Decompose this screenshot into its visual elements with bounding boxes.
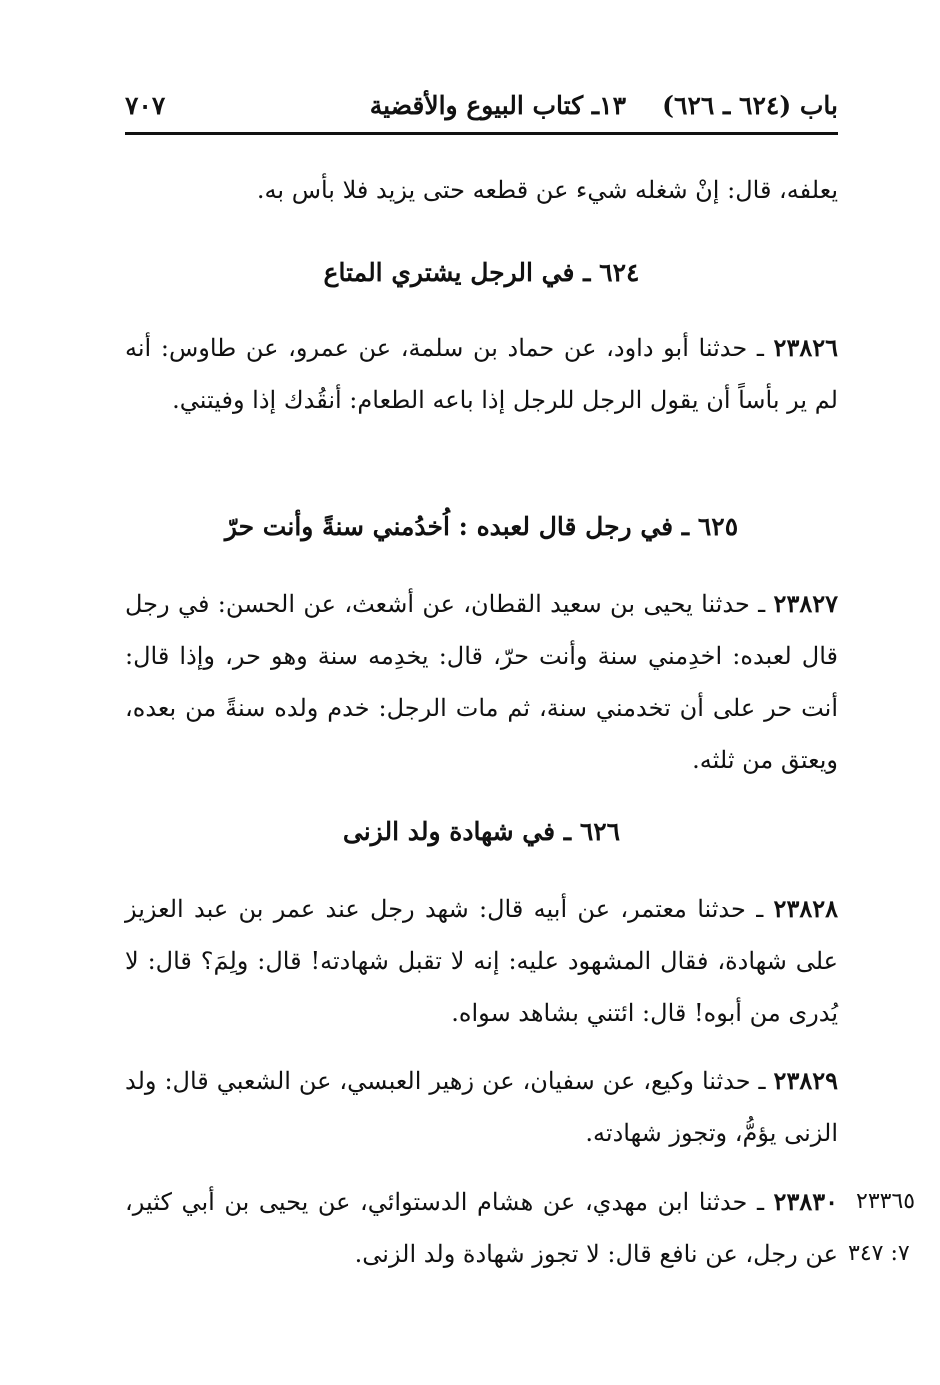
hadith-text: ـ حدثنا معتمر، عن أبيه قال: شهد رجل عند عمر بن عبد العزيز على شهادة، فقال المشهود عليه: إنه لا تقبل شهادته! قال: ولِمَ؟ قال: لا يُدرى من أبوه! قال: ائتني بشاهد سواه. [125, 895, 838, 1027]
page-number: ٧٠٧ [125, 91, 166, 120]
hadith-text: ـ حدثنا وكيع، عن سفيان، عن زهير العبسي، عن الشعبي قال: ولد الزنى يؤمُّ، وتجوز شهادته. [125, 1067, 838, 1147]
header-divider [125, 132, 838, 135]
hadith-23826 [125, 322, 838, 426]
intro-paragraph: يعلفه، قال: إنْ شغله شيء عن قطعه حتى يزيد فلا بأس به. [256, 176, 838, 204]
header-book-title: ١٣ـ كتاب البيوع والأقضية [369, 91, 626, 120]
margin-cross-reference: ٢٣٣٦٥ [856, 1189, 916, 1214]
hadith-number: ٢٣٨٢٧ [773, 589, 838, 618]
hadith-23828 [125, 883, 838, 1039]
header-chapter-range: باب (٦٢٤ ـ ٦٢٦) [662, 91, 838, 120]
hadith-number: ٢٣٨٢٩ [773, 1066, 838, 1095]
hadith-23829 [125, 1055, 838, 1159]
running-header [125, 86, 838, 126]
hadith-number: ٢٣٨٣٠ [773, 1187, 838, 1216]
section-heading-624: ٦٢٤ ـ في الرجل يشتري المتاع [323, 258, 640, 287]
section-heading-626: ٦٢٦ ـ في شهادة ولد الزنى [342, 817, 621, 846]
hadith-number: ٢٣٨٢٦ [773, 333, 838, 362]
hadith-text: ـ حدثنا أبو داود، عن حماد بن سلمة، عن عمرو، عن طاوس: أنه لم ير بأساً أن يقول الرجل للرجل إذا باعه الطعام: أنقُدك إذا وفيتني. [125, 334, 838, 414]
hadith-number: ٢٣٨٢٨ [773, 894, 838, 923]
hadith-text: ـ حدثنا يحيى بن سعيد القطان، عن أشعث، عن الحسن: في رجل قال لعبده: اخدِمني سنة وأنت حرّ، قال: يخدِمه سنة وهو حر، وإذا قال: أنت حر على أن تخدمني سنة، ثم مات الرجل: خدم ولده سنةً من بعده، ويعتق من ثلثه. [125, 590, 839, 774]
margin-volume-page-reference: ٧: ٣٤٧ [848, 1241, 910, 1266]
section-heading-625: ٦٢٥ ـ في رجل قال لعبده : اُخدُمني سنةً وأنت حرّ [224, 512, 739, 541]
hadith-23827 [125, 578, 838, 786]
hadith-23830 [125, 1176, 838, 1280]
hadith-text: ـ حدثنا ابن مهدي، عن هشام الدستوائي، عن يحيى بن أبي كثير، عن رجل، عن نافع قال: لا تجوز شهادة ولد الزنى. [125, 1188, 838, 1268]
